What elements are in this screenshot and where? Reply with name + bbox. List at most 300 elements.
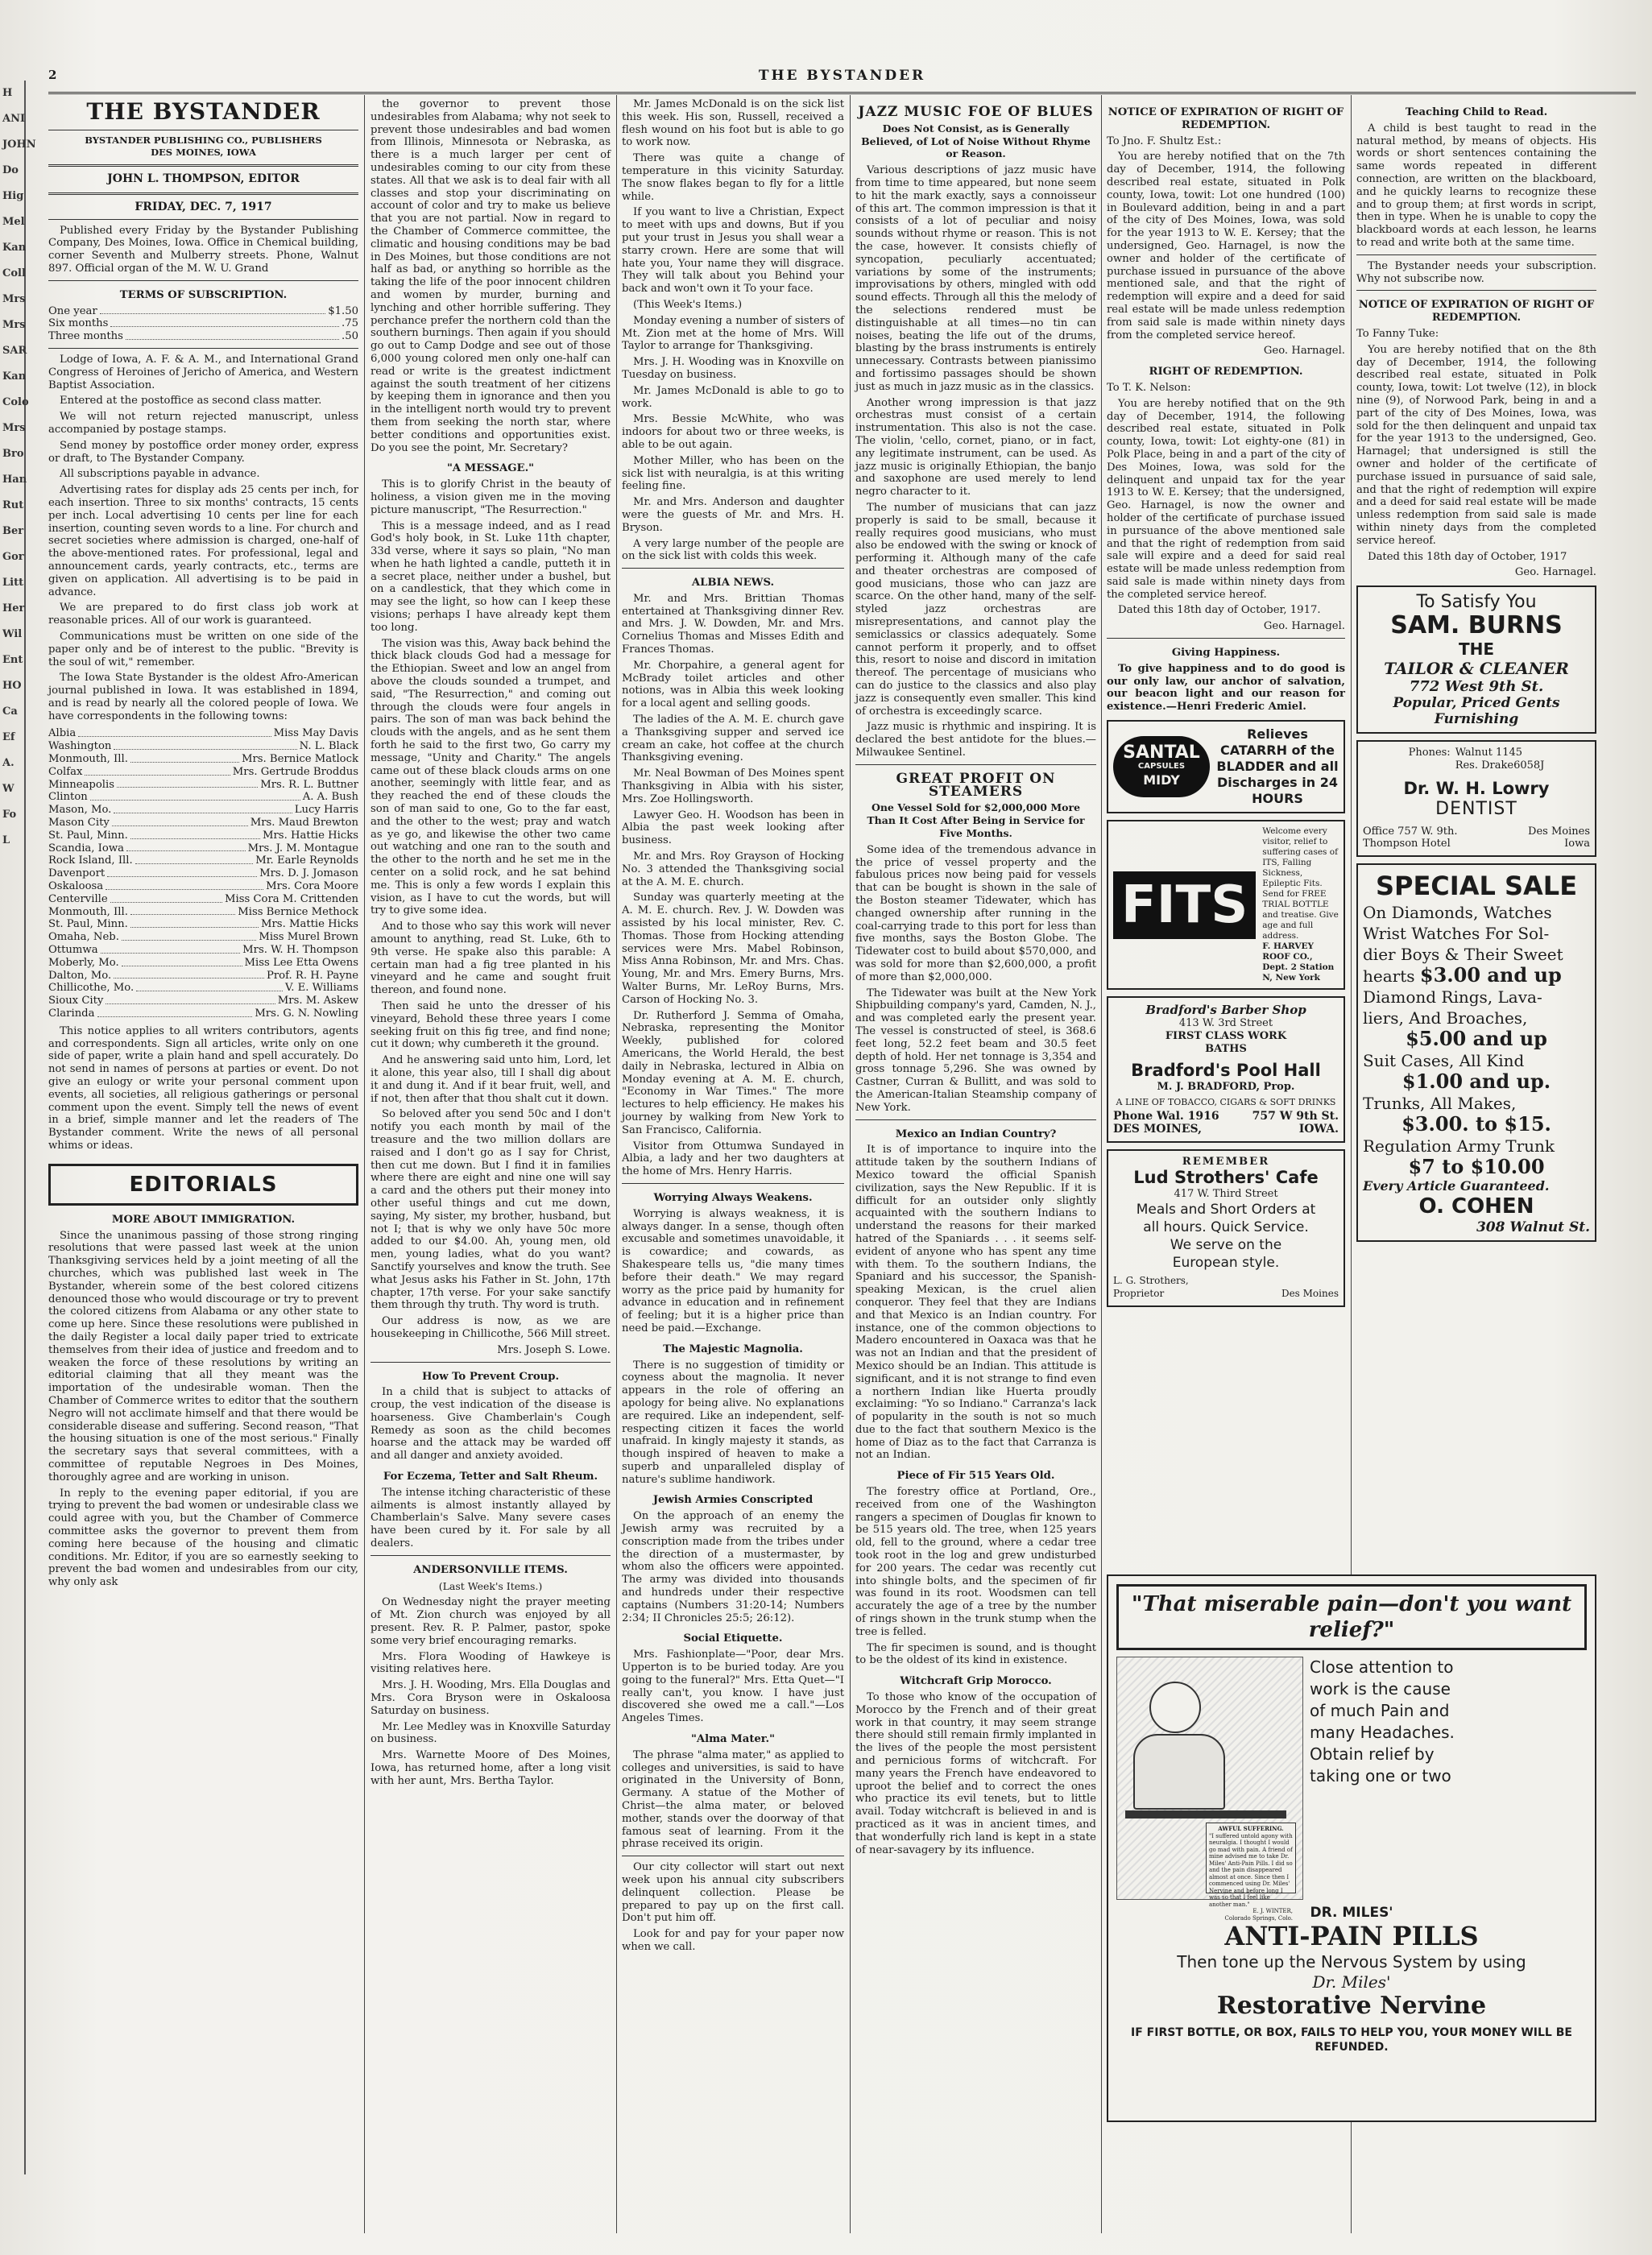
previous-page-fragment: Fo <box>2 809 17 821</box>
writers-notice: This notice applies to all writers contributors, agents and correspondents. Sign all articles, write only on one side of paper, write a plain hand and spell accurately. Do not send in names of persons at parties or event. Do not give an eulogy or write your personal comment upon events, all societies, all religious gatherings or personal comment upon the event. Simply tell the news of event in a brief, simple manner and let the readers of The Bystander comment. Write the news of all personal whims or ideas. <box>48 1024 358 1152</box>
correspondent-name: Mrs. R. L. Buttner <box>260 778 358 791</box>
burns-name: SAM. BURNS <box>1390 611 1563 640</box>
correspondent-row <box>48 854 358 867</box>
correspondent-name: Mrs. J. M. Montague <box>247 842 358 854</box>
correspondent-town: Scandia, Iowa <box>48 842 124 854</box>
sale-line: hearts <box>1363 966 1415 987</box>
correspondent-row <box>48 727 358 740</box>
correspondent-town: Dalton, Mo. <box>48 969 112 982</box>
correspondent-name: Mrs. Mattie Hicks <box>261 918 358 931</box>
previous-page-fragment: Hig <box>2 190 24 202</box>
notice-signature: Geo. Harnagel. <box>1263 620 1345 633</box>
sale-owner: O. COHEN <box>1418 1194 1534 1219</box>
message-title: "A MESSAGE." <box>446 462 535 475</box>
jazz-subtitle: Does Not Consist, as is Generally Believed, of Lot of Noise Without Rhyme or Reason. <box>861 122 1091 160</box>
local-item: Mr. James McDonald is on the sick list this week. His son, Russell, received a flesh wound on his foot but is able to go to work now. <box>622 98 844 149</box>
etiquette-text: Mrs. Fashionplate—"Poor, dear Mrs. Upperton is to be buried today. Are you going to the funeral?" Mrs. Etta Quet—"I really can't, you know. I have just discovered she owed me a call."—Los Angeles Times. <box>622 1649 844 1725</box>
masthead-title: THE BYSTANDER <box>86 98 321 125</box>
fits-ad <box>1107 820 1345 990</box>
correspondent-row <box>48 817 358 830</box>
correspondent-name: V. E. Williams <box>285 982 358 995</box>
subscription-row <box>48 330 358 343</box>
notice-addressee: To Fanny Tuke: <box>1356 327 1439 340</box>
previous-page-fragment: Han <box>2 474 27 486</box>
lowry-office: Office 757 W. 9th. <box>1363 825 1458 838</box>
santal-text: Relieves CATARRH of the BLADDER and all Discharges in 24 HOURS <box>1216 726 1339 807</box>
editorial-title: MORE ABOUT IMMIGRATION. <box>111 1213 296 1226</box>
santal-midy: MIDY <box>1143 772 1180 788</box>
published-note: Published every Friday by the Bystander Publishing Company, Des Moines, Iowa. Office in Chemical building, corner Seventh and Mulberry streets. Phone, Walnut 897. Official organ of the M. W. U. Grand <box>48 224 358 275</box>
correspondent-row <box>48 982 358 995</box>
editorial-paragraph: Since the unanimous passing of those strong ringing resolutions that were passed last week at the union Thanksgiving services held by a joint meeting of all the churches, which was published last week in The Bystander, wherein some of the best colored citizens denounced those who would discourage or try to prevent the colored citizens from Alabama or any other state to come up here. Since these resolutions were published in the daily Register a local daily paper tried to extricate themselves from their idea of justice and freedom and to weaken the force of these resolutions by writing an editorial claiming that all they meant was the importation of the undesirable woman. Then the Chamber of Commerce writes to editor that the southern Negro will not acclimate himself and that there would be considerable disease and suffering. Second reason, "That the housing situation is one of the most serious." Finally the secretary says that several committees, with a committee of reputable Negroes in Des Moines, thoroughly agree and are working in unison. <box>48 1229 358 1483</box>
magnolia-text: There is no suggestion of timidity or coyness about the magnolia. It never appears in the role of offering an apology for being alive. No explanations are required. Like an independent, self-respecting citizen it faces the world unafraid. In kingly majesty it stands, as though inspired of heaven to make a superb and unparalleled display of nature's sublime handiwork. <box>622 1359 844 1486</box>
communications-note: Communications must be written on one side of the paper only and be of interest to the public. "Brevity is the soul of wit," remember. <box>48 630 358 668</box>
editorial-paragraph: In reply to the evening paper editorial, if you are trying to prevent the bad women or undesirable class we could agree with you, but the Chamber of Commerce committee asks the governor to prevent them from coming here because of the housing and climatic conditions. Mr. Editor, if you are so earnestly seeking to prevent the bad women and undesirables from our city, why only ask <box>48 1487 358 1589</box>
notice-text: You are hereby notified that on the 7th day of December, 1914, the following described real estate, situated in Polk county, Iowa, towit: Lot one hundred (100) in Boulevard addition, being in and a part of the city of Des Moines, Iowa, was sold for the year 1913 to W. E. Kersey; that the undersigned, Geo. Harnagel, is now the owner and holder of the certificate of purchase issued in pursuance of the above mentioned sale, and that the right of redemption will expire and a deed for said real estate will be made unless redemption from said sale is made within ninety days from the completed service hereof. <box>1107 151 1345 341</box>
previous-page-fragment: Mrs <box>2 319 26 331</box>
correspondent-row <box>48 804 358 817</box>
previous-page-fragment: Bro <box>2 448 24 460</box>
strothers-cafe-ad <box>1107 1149 1345 1307</box>
lowry-city: Des Moines <box>1528 825 1590 838</box>
previous-page-fragment: Kan <box>2 370 27 383</box>
sale-title: SPECIAL SALE <box>1375 871 1578 902</box>
previous-page-fragment: Coll <box>2 267 26 279</box>
previous-page-fragment: L <box>2 834 10 846</box>
witchcraft-text: To those who know of the occupation of Morocco by the French and of their great work in that country, it may seem strange there should still remain firmly implanted in the lives of the people the most persistent and pernicious forms of witchcraft. For many years the French have endeavored to uproot the belief and to correct the ones who practice its evil tenets, but to little avail. Today witchcraft is believed in and is practiced as it was in ancient times, and that wonderfully rich land is kept in a state of near-savagery by its influence. <box>855 1691 1096 1856</box>
sale-line: Diamond Rings, Lava- <box>1363 987 1542 1008</box>
miles-body-line: work is the cause <box>1310 1679 1451 1698</box>
testimonial-text: "I suffered untold agony with neuralgia. I thought I would go mad with pain. A friend of mine advised me to take Dr. Miles' Anti-Pain Pills. I did so and the pain disappeared almost at once. Since then I commenced using Dr. Miles' Nervine and before long I was so that I feel like another man." <box>1209 1832 1293 1908</box>
lowry-name: Dr. W. H. Lowry <box>1403 778 1550 798</box>
pool-hall-state: IOWA. <box>1298 1122 1339 1136</box>
barber-shop-work: FIRST CLASS WORK <box>1165 1030 1287 1043</box>
subscription-term: Six months <box>48 317 109 330</box>
correspondent-row <box>48 867 358 880</box>
correspondent-row <box>48 880 358 893</box>
correspondents-list <box>48 727 358 1020</box>
correspondent-name: Mrs. Maud Brewton <box>250 817 358 830</box>
miles-headline: "That miserable pain—don't you want relief?" <box>1116 1584 1587 1650</box>
money-note: Send money by postoffice order money order, express or draft, to The Bystander Company. <box>48 439 358 465</box>
sale-line: dier Boys & Their Sweet <box>1363 945 1563 965</box>
andersonville-item: Mrs. J. H. Wooding, Mrs. Ella Douglas and Mrs. Cora Bryson were in Oskaloosa Saturday on business. <box>371 1679 611 1717</box>
correspondent-town: Clinton <box>48 791 88 804</box>
local-item: (This Week's Items.) <box>633 298 743 311</box>
lowry-phone: Res. Drake6058J <box>1455 759 1545 772</box>
lowry-dentist-ad <box>1356 740 1596 857</box>
worry-title: Worrying Always Weakens. <box>653 1191 813 1204</box>
previous-page-fragment: Her <box>2 602 25 614</box>
sale-price: $5.00 and up <box>1406 1027 1547 1051</box>
jazz-paragraph: Jazz music is rhythmic and inspiring. It is declared the best antidote for the blues.—Milwaukee Sentinel. <box>855 721 1096 759</box>
cafe-line: Meals and Short Orders at <box>1136 1202 1316 1219</box>
previous-page-fragment: Do <box>2 164 19 176</box>
correspondent-town: Oskaloosa <box>48 880 104 893</box>
previous-page-fragment: Kan <box>2 242 27 254</box>
previous-page-fragment: JOHN <box>2 139 36 151</box>
correspondent-town: Mason City <box>48 817 110 830</box>
column-masthead <box>48 98 358 2228</box>
miles-nervine: Restorative Nervine <box>1216 1992 1487 2020</box>
correspondent-name: A. A. Bush <box>302 791 358 804</box>
albia-title: ALBIA NEWS. <box>691 577 775 590</box>
santal-capsule-icon <box>1113 736 1210 797</box>
miles-nervine-dr: Dr. Miles' <box>1312 1972 1391 1992</box>
andersonville-title: ANDERSONVILLE ITEMS. <box>413 1563 568 1576</box>
bradford-ad <box>1107 996 1345 1143</box>
subscription-table <box>48 305 358 343</box>
message-signature: Mrs. Joseph S. Lowe. <box>497 1343 611 1356</box>
message-paragraph: This is a message indeed, and as I read God's holy book, in St. Luke 11th chapter, 33d verse, where it says so plain, "No man when he hath lighted a candle, putteth it in a secret place, neither under a bushel, but on a candlestick, that they which come in may see the light, so how can I keep these visions; perhaps I have already kept them too long. <box>371 519 611 634</box>
miles-body-line: many Headaches. <box>1310 1723 1455 1742</box>
correspondent-town: Mason, Mo. <box>48 804 112 817</box>
albia-item: Mr. Neal Bowman of Des Moines spent Thanksgiving in Albia with his sister, Mrs. Zoe Hollingsworth. <box>622 768 844 805</box>
correspondent-name: Miss Lee Etta Owens <box>244 956 358 969</box>
correspondent-row <box>48 906 358 919</box>
previous-page-fragment: Colo <box>2 396 29 408</box>
cafe-line: European style. <box>1172 1255 1280 1272</box>
subscription-price: .50 <box>342 330 358 343</box>
local-item: Mrs. J. H. Wooding was in Knoxville on Tuesday on business. <box>622 356 844 381</box>
sale-address: 308 Walnut St. <box>1476 1219 1590 1236</box>
correspondent-town: Rock Island, Ill. <box>48 854 133 867</box>
fits-address: F. HARVEY ROOF CO., Dept. 2 Station N, New York <box>1262 941 1335 983</box>
masthead-publisher: BYSTANDER PUBLISHING CO., PUBLISHERS <box>85 134 322 146</box>
sale-line: Suit Cases, All Kind <box>1363 1051 1525 1071</box>
correspondent-row <box>48 944 358 957</box>
pool-hall-line: A LINE OF TOBACCO, CIGARS & SOFT DRINKS <box>1116 1097 1336 1108</box>
correspondent-row <box>48 791 358 804</box>
masthead-editor: JOHN L. THOMPSON, EDITOR <box>107 172 300 185</box>
correspondent-town: Colfax <box>48 765 83 778</box>
subscription-row <box>48 305 358 318</box>
burns-furnishing: Popular, Priced Gents Furnishing <box>1393 695 1560 728</box>
worry-text: Worrying is always weakness, it is always danger. In a sense, though often excusable and sometimes unavoidable, it is cowardice; and cowards, as Shakespeare tells us, "die many times before their death." We may regard worry as the price paid by humanity for advance in education and in refinement of feeling; but it is a higher price than need be paid.—Exchange. <box>622 1207 844 1334</box>
previous-page-fragment: ANI <box>2 113 26 125</box>
subscribe-note: The Bystander needs your subscription. Why not subscribe now. <box>1356 259 1596 285</box>
page-number: 2 <box>48 68 60 82</box>
previous-page-fragment: Wil <box>2 628 23 640</box>
miles-body-line: Close attention to <box>1310 1657 1454 1677</box>
correspondent-row <box>48 931 358 944</box>
column-rule <box>364 95 365 2233</box>
message-paragraph: Then said he unto the dresser of his vineyard, Behold these three years I come seeking fruit on this fig tree, and find none; cut it down; why cumbereth it the ground. <box>371 999 611 1051</box>
lowry-hotel: Thompson Hotel <box>1363 838 1451 850</box>
jewish-title: Jewish Armies Conscripted <box>652 1494 814 1507</box>
correspondent-name: Mrs. Hattie Hicks <box>263 829 358 842</box>
albia-item: The ladies of the A. M. E. church gave a Thanksgiving supper and served ice cream an cake, hot coffee at the church Thanksgiving evening. <box>622 714 844 764</box>
advance-note: All subscriptions payable in advance. <box>60 468 260 481</box>
fir-text: The forestry office at Portland, Ore., received from one of the Washington rangers a specimen of Douglas fir known to be 515 years old. The tree, when 125 years old, fell to the ground, where a cedar tree took root in the log and grew undisturbed for 200 years. The cedar was recently cut into shingle bolts, and the specimen of fir was found in its root. Woodsmen can tell accurately the age of a tree by the number of rings shown in the trunk stump when the tree is felled. <box>855 1486 1096 1638</box>
correspondent-name: N. L. Black <box>299 740 358 753</box>
collector-note: Our city collector will start out next week upon his annual city subscribers delinquent collection. Please be prepared to pay up on the first call. Don't put him off. <box>622 1861 844 1925</box>
running-head-title: THE BYSTANDER <box>758 68 926 84</box>
message-paragraph: Our address is now, as we are housekeeping in Chillicothe, 566 Mill street. <box>371 1315 611 1340</box>
notice-addressee: To T. K. Nelson: <box>1107 381 1191 394</box>
correspondent-name: Lucy Harris <box>294 804 358 817</box>
local-item: A very large number of the people are on the sick list with colds this week. <box>622 537 844 563</box>
correspondent-town: Clarinda <box>48 1008 95 1020</box>
oldest-note: The Iowa State Bystander is the oldest Afro-American journal published in Iowa. It was established in 1894, and is read by nearly all the colored people of Iowa. We have correspondents in the following towns: <box>48 672 358 722</box>
miles-body-line: Obtain relief by <box>1310 1744 1435 1764</box>
notice-title: RIGHT OF REDEMPTION. <box>1149 366 1303 379</box>
previous-page-fragment: Ca <box>2 705 18 718</box>
correspondent-town: Omaha, Neb. <box>48 931 119 944</box>
correspondent-town: Davenport <box>48 867 106 880</box>
previous-page-fragment: Mrs <box>2 293 26 305</box>
cafe-line: We serve on the <box>1170 1237 1282 1254</box>
cafe-owner: L. G. Strothers, <box>1113 1275 1189 1287</box>
sale-line: liers, And Broaches, <box>1363 1008 1528 1028</box>
steamers-paragraph: Some idea of the tremendous advance in the price of vessel property and the fabulous prices now being paid for vessels that can be bought is shown in the sale of the Boston steamer Tidewater, which has changed ownership after running in the coal-carrying trade to this port for less than five months, says the Boston Globe. The Tidewater cost to build about $570,000, and was sold for more than $2,600,000, a profit of more than $2,000,000. <box>855 843 1096 983</box>
message-paragraph: This is to glorify Christ in the beauty of holiness, a vision given me in the moving picture manuscript, "The Resurrection." <box>371 478 611 516</box>
previous-page-fragment: SAR <box>2 345 27 357</box>
steamers-subtitle: One Vessel Sold for $2,000,000 More Than It Cost After Being in Service for Five Months. <box>867 801 1085 840</box>
fir-title: Piece of Fir 515 Years Old. <box>896 1470 1055 1483</box>
testimonial-title: AWFUL SUFFERING. <box>1218 1825 1284 1832</box>
correspondent-row <box>48 918 358 931</box>
sale-line: Trunks, All Makes, <box>1363 1094 1517 1114</box>
previous-page-fragment: Rut <box>2 499 24 511</box>
pool-hall-street: 757 W 9th St. <box>1252 1110 1339 1123</box>
pool-hall-city: DES MOINES, <box>1113 1122 1202 1136</box>
running-head <box>48 68 1636 94</box>
subscription-row <box>48 317 358 330</box>
sale-price: $3.00 and up <box>1419 963 1562 987</box>
correspondent-name: Mrs. Bernice Matlock <box>241 753 358 766</box>
column-two <box>371 98 611 2228</box>
local-item: There was quite a change of temperature in this vicinity Saturday. The snow flakes began to fly for a little while. <box>622 152 844 203</box>
albia-item: Mr. and Mrs. Brittian Thomas entertained at Thanksgiving dinner Rev. and Mrs. J. W. Dowden, Mr. and Mrs. Cornelius Thomas and Misses Edith and Frances Thomas. <box>622 592 844 656</box>
albia-item: Mr. Chorpahire, a general agent for McBrady toilet articles and other notions, was in Albia this week looking for a local agent and selling goods. <box>622 659 844 710</box>
alma-text: The phrase "alma mater," as applied to colleges and universities, is said to have originated in the University of Bonn, Germany. A statue of the Mother of Christ—the alma mater, or beloved mother, stands over the doorway of that famous seat of learning. From it the phrase received its origin. <box>622 1748 844 1851</box>
issue-date: FRIDAY, DEC. 7, 1917 <box>135 200 272 213</box>
albia-item: Visitor from Ottumwa Sundayed in Albia, a lady and her two daughters at the home of Mrs. Henry Harris. <box>622 1140 844 1178</box>
column-three <box>622 98 844 2228</box>
correspondent-town: Ottumwa <box>48 944 98 957</box>
albia-item: Lawyer Geo. H. Woodson has been in Albia the past week looking after business. <box>622 809 844 847</box>
local-item: Monday evening a number of sisters of Mt. Zion met at the home of Mrs. Will Taylor to arrange for Thanksgiving. <box>622 314 844 353</box>
correspondent-town: St. Paul, Minn. <box>48 829 128 842</box>
correspondent-row <box>48 830 358 842</box>
santal-brand: SANTAL <box>1123 743 1200 763</box>
albia-item: Mr. and Mrs. Roy Grayson of Hocking No. 3 attended the Thanksgiving social at the A. M. E. church. <box>622 850 844 888</box>
lodge-note: Lodge of Iowa, A. F. & A. M., and International Grand Congress of Heroines of Jericho of America, and Western Baptist Association. <box>48 353 358 391</box>
correspondent-row <box>48 995 358 1008</box>
andersonville-item: Mrs. Warnette Moore of Des Moines, Iowa, has returned home, after a long visit with her aunt, Mrs. Bertha Taylor. <box>371 1749 611 1787</box>
correspondent-name: Mrs. W. H. Thompson <box>242 944 358 957</box>
fits-text: Welcome every visitor, relief to suffering cases of ITS, Falling Sickness, Epileptic Fits. Send for FREE TRIAL BOTTLE and treatise. Give age and full address. <box>1262 826 1339 941</box>
message-paragraph: And to those who say this work will never amount to anything, read St. Luke, 6th to 9th verse. He spake also this parable: A certain man had a fig tree planted in his vineyard and he came and sought fruit thereon, and found none. <box>371 921 611 997</box>
burns-tagline: To Satisfy You <box>1416 592 1537 613</box>
correspondent-name: Miss Bernice Methock <box>238 905 358 918</box>
column-four <box>855 98 1096 2228</box>
notice-date: Dated this 18th day of October, 1917 <box>1368 550 1567 563</box>
cafe-city: Des Moines <box>1281 1288 1339 1300</box>
miles-body-line: of much Pain and <box>1310 1701 1450 1720</box>
albia-item: Sunday was quarterly meeting at the A. M. E. church. Rev. J. W. Dowden was assisted by his local minister, Rev. C. Thomas. Those from Hocking attending services were Mrs. Mabel Robinson, Miss Anna Robinson, Mr. and Mrs. Chas. Young, Mr. and Mrs. Emery Burns, Mrs. Walter Burns, Mr. LeRoy Burns, Mrs. Carson of Hocking No. 3. <box>622 892 844 1006</box>
testimonial-signature: E. J. WINTER, <box>1252 1908 1293 1914</box>
correspondent-row <box>48 779 358 792</box>
entered-note: Entered at the postoffice as second class matter. <box>60 395 322 408</box>
sale-price: $7 to $10.00 <box>1408 1155 1545 1179</box>
correspondent-name: Mrs. M. Askew <box>277 995 358 1008</box>
local-item: Mr. and Mrs. Anderson and daughter were the guests of Mr. and Mrs. H. Bryson. <box>622 496 844 534</box>
message-paragraph: The vision was this, Away back behind the thick black clouds God had a message for the Ethiopian. Sweet and low an angel from above the clouds sounded a trumpet, and said, "The Resurrection," and coming out through the clouds were four angels in pairs. The son of man was back behind the clouds with the angels, and as he sent them forth he said to the first two, Go carry my message, "Unity and Charity." The angels came out of these black clouds arms on one another, seemingly with little fear, and as they reached the end of these clouds the son of man said to one, Go to the far east, and the other to the west; pray and watch as ye go, and likewise the other two came out watching and one ran to the south and the other to the north and he set me in the center on a solid rock, and he sat behind me. This is only a few words I explain this vision, as I have to cut the words, but will try to give some idea. <box>371 637 611 917</box>
notice-addressee: To Jno. F. Shultz Est.: <box>1107 134 1222 147</box>
lowry-title: DENTIST <box>1435 798 1517 819</box>
notice-signature: Geo. Harnagel. <box>1263 345 1345 358</box>
local-item: Mrs. Bessie McWhite, who was indoors for about two or three weeks, is able to be out again. <box>622 413 844 451</box>
correspondent-name: Miss May Davis <box>273 727 358 740</box>
etiquette-title: Social Etiquette. <box>683 1632 783 1645</box>
witchcraft-title: Witchcraft Grip Morocco. <box>900 1675 1052 1688</box>
miles-dr: DR. MILES' <box>1310 1905 1393 1921</box>
column-rule <box>850 95 851 2233</box>
subscription-title: TERMS OF SUBSCRIPTION. <box>119 288 288 301</box>
previous-page-fragment: Mrs <box>2 422 26 434</box>
jazz-paragraph: The number of musicians that can jazz properly is said to be small, because it really requires good musicians, who must also be endowed with the swing or knock of performing it. Although many of the cafe and theater orchestras are composed of good musicians, those who can jazz are scarce. On the other hand, many of the self-styled jazz orchestras are misrepresentations, and cannot play the semiclassics or classics adequately. Some cannot perform it properly, and to offset this, resort to noise and discord in imitation thereof. The percentage of musicians who can do justice to the classics and also play jazz is consequently even smaller. This kind of orchestra is exceedingly scarce. <box>855 501 1096 718</box>
message-paragraph: And he answering said unto him, Lord, let it alone, this year also, till I shall dig about it and dung it. And if it bear fruit, well, and if not, then after that thou shalt cut it down. <box>371 1054 611 1105</box>
local-item: Mr. James McDonald is able to go to work. <box>622 384 844 410</box>
previous-page-fragment: Ber <box>2 525 24 537</box>
correspondent-town: Washington <box>48 740 112 753</box>
correspondent-town: Centerville <box>48 892 108 905</box>
albia-item: Dr. Rutherford J. Semma of Omaha, Nebraska, representing the Monitor Weekly, published for colored Americans, the World Herald, the best daily in Nebraska, lectured in Albia on Monday evening at A. M. E. church, "Economy in War Times." The more lectures to help efficiency. He makes his journey by walking from New York to San Francisco, California. <box>622 1009 844 1136</box>
cafe-line: all hours. Quick Service. <box>1143 1219 1309 1236</box>
correspondent-row <box>48 740 358 753</box>
notice-text: You are hereby notified that on the 8th day of December, 1914, the following described real estate, situated in Polk county, Iowa, towit: Lot twelve (12), in block nine (9), of Norwood Park, being in and a part of the city of Des Moines, Iowa, was sold for the then delinquent and unpaid tax for the year 1913 to the undersigned, Geo. Harnagel; that undersigned is still the owner and holder of the certificate of purchase issued in pursuance of said sale, and that the right of redemption will expire and a deed for said real estate will be made unless redemption from said sale is made within ninety days from the completed service hereof. <box>1356 343 1596 547</box>
croup-title: How To Prevent Croup. <box>421 1370 560 1383</box>
sam-burns-ad <box>1356 585 1596 734</box>
eczema-text: The intense itching characteristic of these ailments is almost instantly allayed by Chamberlain's Salve. Many severe cases have been cured by it. For sale by all dealers. <box>371 1486 611 1550</box>
fits-word: FITS <box>1113 871 1256 939</box>
editorials-banner: EDITORIALS <box>48 1164 358 1206</box>
lowry-state: Iowa <box>1564 838 1590 850</box>
cohen-special-sale-ad <box>1356 863 1596 1242</box>
correspondent-town: Minneapolis <box>48 778 114 791</box>
testimonial-address: Colorado Springs, Colo. <box>1224 1914 1293 1922</box>
pool-hall-name: Bradford's Pool Hall <box>1131 1061 1321 1081</box>
column-six <box>1356 98 1596 1564</box>
cafe-address: 417 W. Third Street <box>1174 1188 1278 1201</box>
sale-line: Regulation Army Trunk <box>1363 1136 1555 1156</box>
notice-date: Dated this 18th day of October, 1917. <box>1118 604 1321 617</box>
andersonville-item: Mrs. Flora Wooding of Hawkeye is visiting relatives here. <box>371 1650 611 1676</box>
local-item: Mother Miller, who has been on the sick list with neuralgia, is at this writing feeling fine. <box>622 454 844 493</box>
sale-price: $1.00 and up. <box>1402 1070 1551 1094</box>
andersonville-item: Mr. Lee Medley was in Knoxville Saturday on business. <box>371 1720 611 1746</box>
correspondent-name: Mrs. Gertrude Broddus <box>232 765 358 778</box>
previous-page-fragment: Gor <box>2 551 24 563</box>
correspondent-town: Monmouth, Ill. <box>48 905 128 918</box>
correspondent-row <box>48 766 358 779</box>
correspondent-town: Monmouth, Ill. <box>48 753 128 766</box>
sale-line: Wrist Watches For Sol- <box>1363 924 1550 944</box>
miles-guarantee: IF FIRST BOTTLE, OR BOX, FAILS TO HELP YOU, YOUR MONEY WILL BE REFUNDED. <box>1131 2026 1572 2054</box>
notice-signature: Geo. Harnagel. <box>1514 566 1596 579</box>
correspondent-row <box>48 1008 358 1020</box>
happiness-text: To give happiness and to do good is our only law, our anchor of salvation, our beacon light and our reason for existence.—Henri Frederic Amiel. <box>1107 662 1345 714</box>
santal-capsules: CAPSULES <box>1137 762 1186 772</box>
miles-body-text <box>1310 1657 1587 1900</box>
miles-pills: ANTI-PAIN PILLS <box>1224 1921 1479 1951</box>
notice-text: You are hereby notified that on the 9th day of December, 1914, the following described real estate, situated in Polk county, Iowa, towit: Lot eighty-one (81) in Polk Place, being in and a part of the city of Des Moines, Iowa, was sold for the delinquent and unpaid tax for the year 1913 to W. E. Kersey; that the undersigned, Geo. Harnagel, is now the owner and holder of the certificate of purchase issued in pursuance of the above mentioned sale and that the right of redemption from said sale will expire and a deed for said real estate will be made unless redemption from said sale is made within ninety days from the completed service hereof. <box>1107 397 1345 601</box>
dr-miles-ad <box>1107 1574 1596 2122</box>
lowry-phone: Walnut 1145 <box>1455 747 1523 759</box>
miles-tone: Then tone up the Nervous System by using <box>1177 1952 1526 1972</box>
previous-page-fragment: Ent <box>2 654 23 666</box>
pool-hall-phone: Phone Wal. 1916 <box>1113 1110 1219 1123</box>
steamers-title: GREAT PROFIT ON STEAMERS <box>896 770 1056 800</box>
previous-page-fragment: W <box>2 783 14 795</box>
correspondent-town: Sioux City <box>48 995 104 1008</box>
fir-text: The fir specimen is sound, and is thought to be the oldest of its kind in existence. <box>855 1641 1096 1667</box>
printing-note: We are prepared to do first class job work at reasonable prices. All of our work is guaranteed. <box>48 602 358 627</box>
message-paragraph: So beloved after you send 50c and I don't notify you each month by mail of the treasure and the two million dollars are raised and I don't go as I say for Christ, then cut me down. But I find it in families where there are eight and nine one will say a card and the others put their money into other useful things and cut me down, saying, My sister, my brother, husband, but not I; that is why we only have 50c more added to our $4.00. Ah, young men, old men, young ladies, what do you want? Sanctify yourselves and know the truth. See what Jesus asks his Father in St. John, 17th chapter, 17th verse. For your sake sanctify them through thy truth. Thy word is truth. <box>371 1108 611 1312</box>
correspondent-name: Mrs. G. N. Nowling <box>255 1008 358 1020</box>
subscription-price: $1.50 <box>328 304 358 317</box>
jazz-title: JAZZ MUSIC FOE OF BLUES <box>858 104 1094 120</box>
mexico-title: Mexico an Indian Country? <box>895 1128 1057 1140</box>
cafe-proprietor: Proprietor <box>1113 1288 1165 1300</box>
correspondent-name: Miss Cora M. Crittenden <box>225 892 358 905</box>
barber-shop-baths: BATHS <box>1205 1043 1247 1056</box>
santal-ad <box>1107 720 1345 813</box>
collector-note: Look for and pay for your paper now when we call. <box>622 1928 844 1953</box>
suffering-man-illustration <box>1116 1657 1303 1922</box>
eczema-title: For Eczema, Tetter and Salt Rheum. <box>383 1471 598 1483</box>
local-item: If you want to live a Christian, Expect to meet with ups and downs, But if you put your trust in Jesus you shall wear a starry crown. Here are some that will hate you, Your name they will disgrace. They will talk about you Behind your back and won't own it To your face. <box>622 206 844 296</box>
correspondent-row <box>48 893 358 906</box>
masthead-city: DES MOINES, IOWA <box>151 147 256 158</box>
sale-guarantee: Every Article Guaranteed. <box>1363 1178 1550 1194</box>
subscription-price: .75 <box>342 317 358 330</box>
correspondent-name: Mr. Earle Reynolds <box>255 854 358 867</box>
sale-line: On Diamonds, Watches <box>1363 903 1552 923</box>
notice-title: NOTICE OF EXPIRATION OF RIGHT OF REDEMPTION. <box>1358 299 1595 325</box>
editorial-continued: the governor to prevent those undesirables from Alabama; why not seek to prevent those undesirables and bad women from Illinois, Minnesota or Nebraska, as there is a much larger per cent of undesirables coming to our city from these states. All that we ask is to deal fair with all classes and stop your discriminating on account of color and try to make us believe that you are not partial. Now in regard to the Chamber of Commerce committee, the climatic and housing conditions may be bad in Des Moines, but those conditions are not half as bad, or anything so horrible as the taking the life of the poor innocent children and women by murder, burning and lynching and other horrible suffering. They perchance prefer the northern cold than the southern burnings. Then again if you should go out to Camp Dodge and see out of those 6,000 young colored men only one-half can read or write is the greatest indictment against the south treatment of her citizens by keeping them in ignorance and then you in the intelligent north would try to prevent them from seeking the north star, where better conditions and opportunities exist. Do you see the point, Mr. Secretary? <box>371 98 611 454</box>
child-title: Teaching Child to Read. <box>1405 106 1548 118</box>
correspondent-town: St. Paul, Minn. <box>48 918 128 931</box>
correspondent-name: Miss Murel Brown <box>259 931 358 944</box>
subscription-term: One year <box>48 304 97 317</box>
andersonville-item: On Wednesday night the prayer meeting of Mt. Zion church was enjoyed by all present. Rev. R. P. Palmer, pastor, spoke some very brief encouraging remarks. <box>371 1596 611 1647</box>
barber-shop-name: Bradford's Barber Shop <box>1145 1003 1306 1018</box>
notice-title: NOTICE OF EXPIRATION OF RIGHT OF REDEMPTION. <box>1108 106 1344 131</box>
correspondent-row <box>48 957 358 970</box>
previous-page-fragment: H <box>2 87 13 99</box>
burns-address: 772 West 9th St. <box>1409 678 1544 696</box>
mexico-text: It is of importance to inquire into the attitude taken by the southern Indians of Mexico toward the official Spanish civilization, says the New Republic. If it is difficult for an outsider only slightly acquainted with the southern Indians to understand the reasons for their marked hatred of the Spaniards . . . it seems self-evident of anyone who has spent any time with them. To the southern Indians, the Spaniard and his successor, the Spanish-speaking Mexican, is the cruel alien conqueror. They feel that they are Indians and that Mexico is an Indian country. For instance, one of the common objections to Madero encountered in Oaxaca was that he was not an Indian and that the president of Mexico should be an Indian. This attitude is significant, and it is not strange to find even a northern Indian like Huerta proudly exclaiming: "Yo so Indiano." Carranza's lack of popularity in the south is not so much due to the fact that southern Mexico is the home of Diaz as to the fact that Carranza is not an Indian. <box>855 1144 1096 1462</box>
croup-text: In a child that is subject to attacks of croup, the vest indication of the disease is hoarseness. Give Chamberlain's Cough Remedy as soon as the child becomes hoarse and the attack may be warded off and all danger and anxiety avoided. <box>371 1386 611 1463</box>
previous-page-fragment: A. <box>2 757 14 769</box>
correspondent-name: Mrs. Cora Moore <box>266 880 358 893</box>
happiness-title: Giving Happiness. <box>1171 647 1281 660</box>
cafe-name: Lud Strothers' Cafe <box>1133 1168 1319 1188</box>
burns-the: THE <box>1458 639 1495 660</box>
child-text: A child is best taught to read in the natural method, by means of objects. His words or short sentences containing the same words repeated in different connection, are written on the blackboard, and he quickly learns to recognize these and to group them; at first words in script, then in type. When he is unable to copy the blackboard words at each lesson, he learns to read and write both at the same time. <box>1356 122 1596 249</box>
miles-body-line: taking one or two <box>1310 1766 1451 1785</box>
advertising-rates: Advertising rates for display ads 25 cents per inch, for each insertion. Three to six months' contracts, 15 cents per inch. Local advertising 10 cents per line for each insertion, counting seven words to a line. For church and secret societies where admission is charged, one-half of the above-mentioned rates. For professional, legal and announcement cards, yearly contracts, etc., terms are given on application. All advertising is to be paid in advance. <box>48 484 358 598</box>
previous-page-fragment: HO <box>2 680 22 692</box>
jazz-paragraph: Various descriptions of jazz music have from time to time appeared, but none seem to hit the mark exactly, says a connoisseur of this art. The common impression is that it consists of a lot of peculiar and noisy sounds without rhyme or reason. This is not the case, however. It consists chiefly of syncopation, peculiarly accentuated; variations by some of the instruments; improvisations by others, mingled with odd sound effects. Through all this the melody of the selections rendered must be distinguishable at all times—no tin can noises, beating the life out of the drums, blasting by the brass instruments is entirely unnecessary. Contrasts between pianissimo and fortissimo passages should be shown just as much in jazz music as in the classics. <box>855 164 1096 393</box>
barber-shop-address: 413 W. 3rd Street <box>1178 1017 1273 1030</box>
correspondent-name: Prof. R. H. Payne <box>267 969 358 982</box>
magnolia-title: The Majestic Magnolia. <box>663 1343 803 1355</box>
previous-page-fragment: Litt <box>2 577 24 589</box>
